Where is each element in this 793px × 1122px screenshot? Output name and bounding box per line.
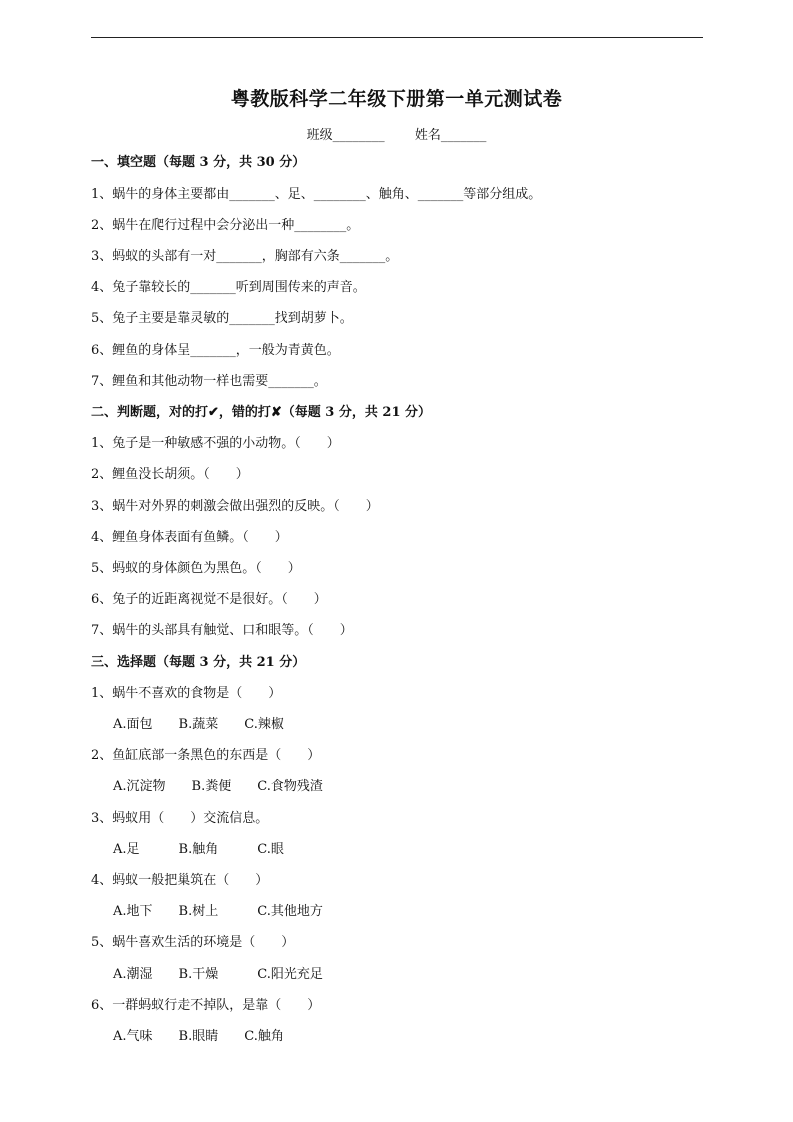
question-item: 2、鲤鱼没长胡须。（ ） bbox=[91, 467, 249, 482]
section-heading-multiple-choice: 三、选择题（每题 3 分，共 21 分） bbox=[91, 655, 306, 670]
choice-options: A.地下 B.树上 C.其他地方 bbox=[113, 904, 323, 919]
question-item: 4、兔子靠较长的_______听到周围传来的声音。 bbox=[91, 280, 366, 295]
question-item: 3、蜗牛对外界的刺激会做出强烈的反映。（ ） bbox=[91, 499, 379, 514]
page-title: 粤教版科学二年级下册第一单元测试卷 bbox=[230, 88, 563, 110]
choice-question: 5、蜗牛喜欢生活的环境是（ ） bbox=[91, 935, 295, 950]
class-field: 班级________ bbox=[306, 128, 385, 143]
question-item: 6、鲤鱼的身体呈_______，一般为青黄色。 bbox=[91, 343, 340, 358]
question-item: 7、蜗牛的头部具有触觉、口和眼等。（ ） bbox=[91, 623, 353, 638]
header-rule bbox=[91, 37, 703, 38]
question-item: 3、蚂蚁的头部有一对_______，胸部有六条_______。 bbox=[91, 249, 399, 264]
choice-question: 3、蚂蚁用（ ）交流信息。 bbox=[91, 811, 269, 826]
choice-options: A.沉淀物 B.粪便 C.食物残渣 bbox=[113, 779, 323, 794]
choice-question: 4、蚂蚁一般把巢筑在（ ） bbox=[91, 873, 269, 888]
choice-options: A.潮湿 B.干燥 C.阳光充足 bbox=[113, 967, 323, 982]
choice-options: A.气味 B.眼睛 C.触角 bbox=[113, 1029, 284, 1044]
choice-options: A.面包 B.蔬菜 C.辣椒 bbox=[113, 717, 284, 732]
question-item: 5、兔子主要是靠灵敏的_______找到胡萝卜。 bbox=[91, 311, 353, 326]
question-item: 1、兔子是一种敏感不强的小动物。（ ） bbox=[91, 436, 340, 451]
question-item: 2、蜗牛在爬行过程中会分泌出一种________。 bbox=[91, 218, 360, 233]
question-item: 1、蜗牛的身体主要都由_______、足、________、触角、_______等部分组成。 bbox=[91, 187, 542, 202]
choice-question: 6、一群蚂蚁行走不掉队，是靠（ ） bbox=[91, 998, 321, 1013]
choice-options: A.足 B.触角 C.眼 bbox=[113, 842, 284, 857]
choice-question: 2、鱼缸底部一条黑色的东西是（ ） bbox=[91, 748, 321, 763]
question-item: 7、鲤鱼和其他动物一样也需要_______。 bbox=[91, 374, 327, 389]
section-heading-true-false: 二、判断题，对的打✔，错的打✘（每题 3 分，共 21 分） bbox=[91, 405, 432, 420]
question-item: 4、鲤鱼身体表面有鱼鳞。（ ） bbox=[91, 530, 288, 545]
name-field: 姓名_______ bbox=[414, 128, 487, 143]
choice-question: 1、蜗牛不喜欢的食物是（ ） bbox=[91, 686, 282, 701]
question-item: 6、兔子的近距离视觉不是很好。（ ） bbox=[91, 592, 327, 607]
question-item: 5、蚂蚁的身体颜色为黑色。（ ） bbox=[91, 561, 301, 576]
section-heading-fill-blank: 一、填空题（每题 3 分，共 30 分） bbox=[91, 155, 306, 170]
student-info bbox=[0, 124, 793, 143]
